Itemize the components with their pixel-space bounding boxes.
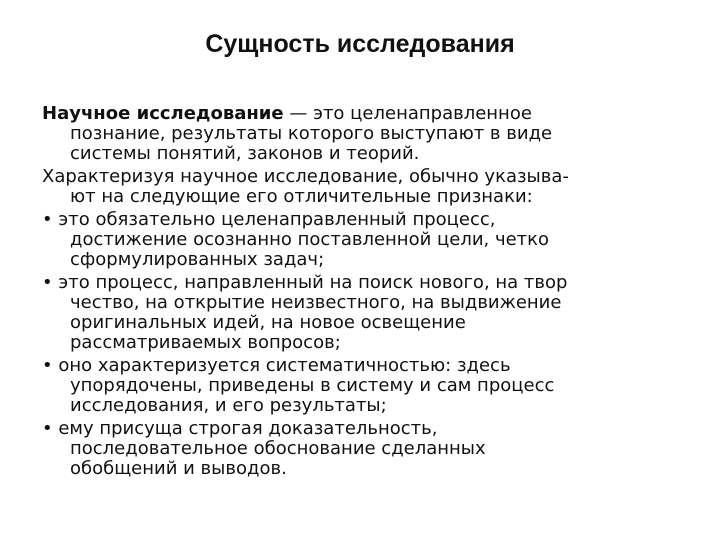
- slide-title: Сущность исследования: [205, 30, 515, 58]
- bullet-3-line-2: упорядочены, приведены в систему и сам процесс: [70, 375, 555, 396]
- definition-line-1: [42, 104, 692, 124]
- bullet-1-line-3: сформулированных задач;: [70, 249, 325, 270]
- bullet-3-line-1: • оно характеризуется систематичностью: здесь: [42, 355, 511, 376]
- bullet-4-line-1: • ему присуща строгая доказательность,: [42, 418, 438, 439]
- intro-paragraph: [42, 167, 692, 207]
- bullet-4-line-2: последовательное обоснование сделанных: [70, 438, 486, 459]
- definition-term: Научное исследование: [42, 103, 284, 124]
- bullet-2-line-4: рассматриваемых вопросов;: [70, 332, 341, 353]
- definition-line-2: познание, результаты которого выступают в виде: [70, 123, 553, 144]
- bullet-2-line-1: • это процесс, направленный на поиск нового, на твор: [42, 272, 568, 293]
- bullet-item-3: [42, 356, 692, 416]
- intro-line-2: ют на следующие его отличительные признаки:: [70, 186, 533, 207]
- bullet-1-line-2: достижение осознанно поставленной цели, четко: [70, 229, 550, 250]
- bullet-item-4: [42, 419, 692, 479]
- bullet-item-1: [42, 210, 692, 270]
- bullet-3-line-3: исследования, и его результаты;: [70, 395, 387, 416]
- intro-line-1: Характеризуя научное исследование, обычно указыва-: [42, 166, 569, 187]
- definition-line-3: системы понятий, законов и теорий.: [70, 143, 420, 164]
- slide-body: [42, 104, 692, 482]
- bullet-4-line-3: обобщений и выводов.: [70, 458, 287, 479]
- bullet-2-line-2: чество, на открытие неизвестного, на выдвижение: [70, 292, 562, 313]
- bullet-1-line-1: • это обязательно целенаправленный процесс,: [42, 209, 496, 230]
- bullet-item-2: [42, 273, 692, 353]
- bullet-2-line-3: оригинальных идей, на новое освещение: [70, 312, 466, 333]
- definition-text-1: — это целенаправленное: [283, 103, 532, 124]
- definition-paragraph: [42, 104, 692, 164]
